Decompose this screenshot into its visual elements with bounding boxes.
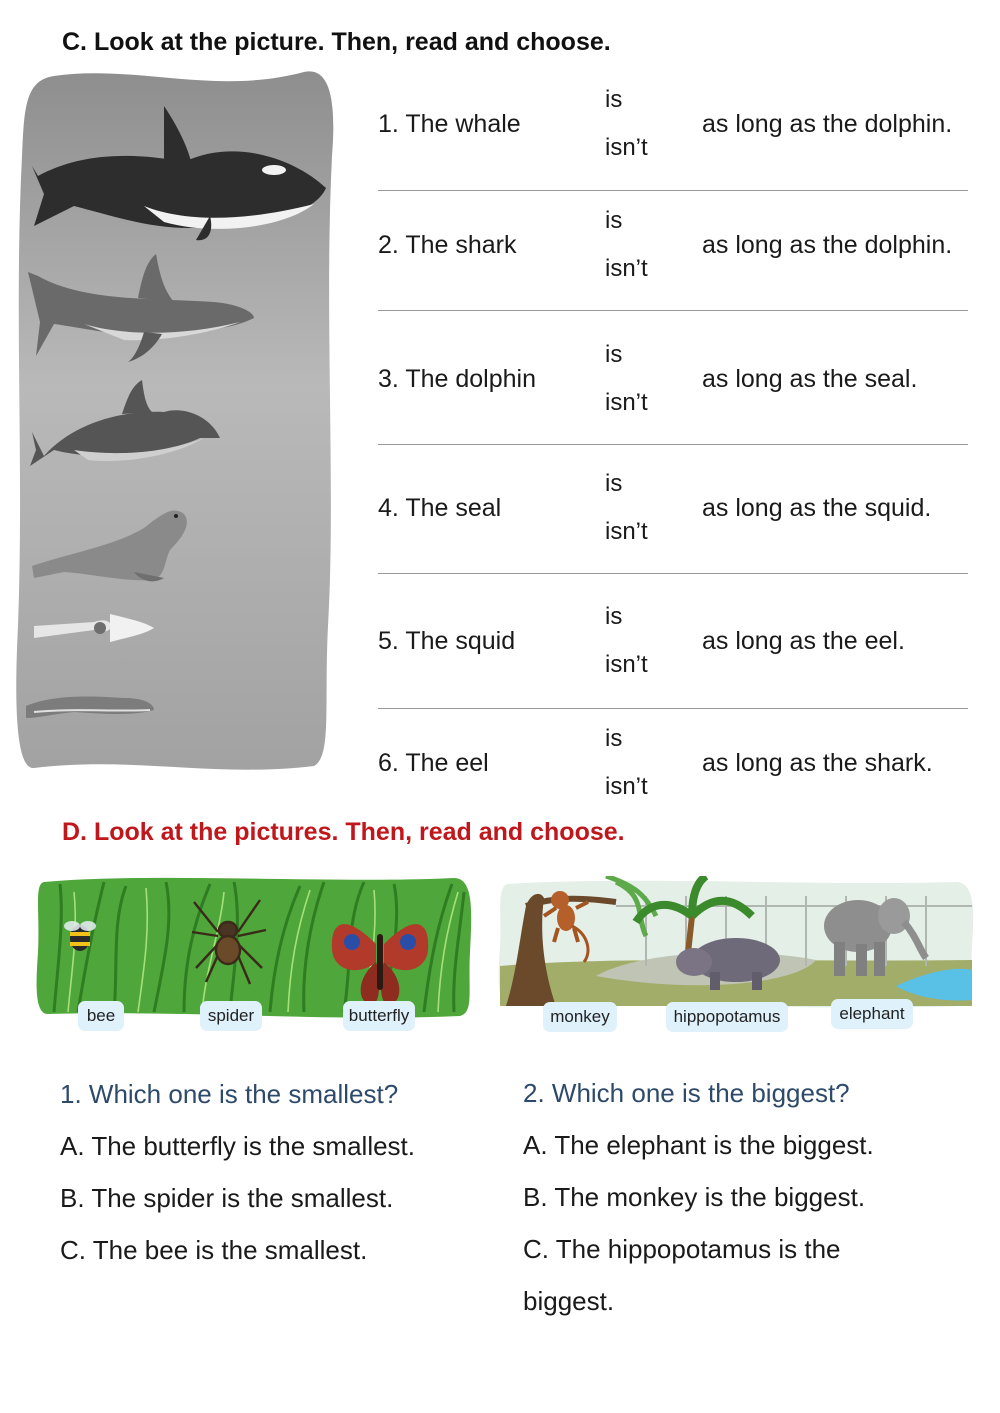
row-stem: 2. The shark xyxy=(378,231,517,259)
option-isnt[interactable]: isn’t xyxy=(605,134,648,161)
row-stem: 1. The whale xyxy=(378,110,521,138)
label-butterfly: butterfly xyxy=(343,1001,415,1031)
row-tail: as long as the eel. xyxy=(702,627,905,655)
row-divider xyxy=(378,444,968,445)
option-isnt[interactable]: isn’t xyxy=(605,651,648,678)
choice-row-5 xyxy=(378,603,978,683)
option-isnt[interactable]: isn’t xyxy=(605,773,648,800)
row-stem: 3. The dolphin xyxy=(378,365,536,393)
choice-row-2 xyxy=(378,207,978,287)
answer-2b[interactable]: B. The monkey is the biggest. xyxy=(523,1182,866,1212)
sea-animals-picture xyxy=(14,66,334,772)
label-spider: spider xyxy=(200,1001,262,1031)
label-bee: bee xyxy=(78,1001,124,1031)
option-isnt[interactable]: isn’t xyxy=(605,389,648,416)
option-isnt[interactable]: isn’t xyxy=(605,255,648,282)
choice-row-4 xyxy=(378,470,978,550)
row-tail: as long as the dolphin. xyxy=(702,231,953,259)
label-monkey: monkey xyxy=(543,1002,617,1032)
answer-1c[interactable]: C. The bee is the smallest. xyxy=(60,1235,368,1265)
row-stem: 6. The eel xyxy=(378,749,489,777)
label-elephant: elephant xyxy=(831,999,913,1029)
label-hippopotamus: hippopotamus xyxy=(666,1002,788,1032)
question-2: 2. Which one is the biggest? xyxy=(523,1078,850,1108)
choice-row-6 xyxy=(378,725,978,805)
row-tail: as long as the seal. xyxy=(702,365,918,393)
option-is[interactable]: is xyxy=(605,207,623,234)
row-divider xyxy=(378,310,968,311)
row-tail: as long as the squid. xyxy=(702,494,932,522)
option-is[interactable]: is xyxy=(605,603,623,630)
row-tail: as long as the shark. xyxy=(702,749,933,777)
section-c-heading: C. Look at the picture. Then, read and choose. xyxy=(62,28,611,56)
row-divider xyxy=(378,708,968,709)
option-is[interactable]: is xyxy=(605,341,623,368)
row-stem: 4. The seal xyxy=(378,494,502,522)
option-is[interactable]: is xyxy=(605,725,623,752)
choice-row-3 xyxy=(378,341,978,421)
row-divider xyxy=(378,190,968,191)
row-stem: 5. The squid xyxy=(378,627,516,655)
answer-1a[interactable]: A. The butterfly is the smallest. xyxy=(60,1131,415,1161)
section-d-heading: D. Look at the pictures. Then, read and choose. xyxy=(62,818,625,846)
answer-2a[interactable]: A. The elephant is the biggest. xyxy=(523,1130,874,1160)
row-divider xyxy=(378,573,968,574)
option-isnt[interactable]: isn’t xyxy=(605,518,648,545)
question-1: 1. Which one is the smallest? xyxy=(60,1079,399,1109)
row-tail: as long as the dolphin. xyxy=(702,110,953,138)
option-is[interactable]: is xyxy=(605,470,623,497)
answer-2c[interactable]: C. The hippopotamus is the xyxy=(523,1234,841,1264)
option-is[interactable]: is xyxy=(605,86,623,113)
answer-1b[interactable]: B. The spider is the smallest. xyxy=(60,1183,394,1213)
zoo-animals-picture xyxy=(496,876,976,1012)
choice-row-1 xyxy=(378,86,978,166)
answer-2c-continued[interactable]: biggest. xyxy=(523,1286,615,1316)
